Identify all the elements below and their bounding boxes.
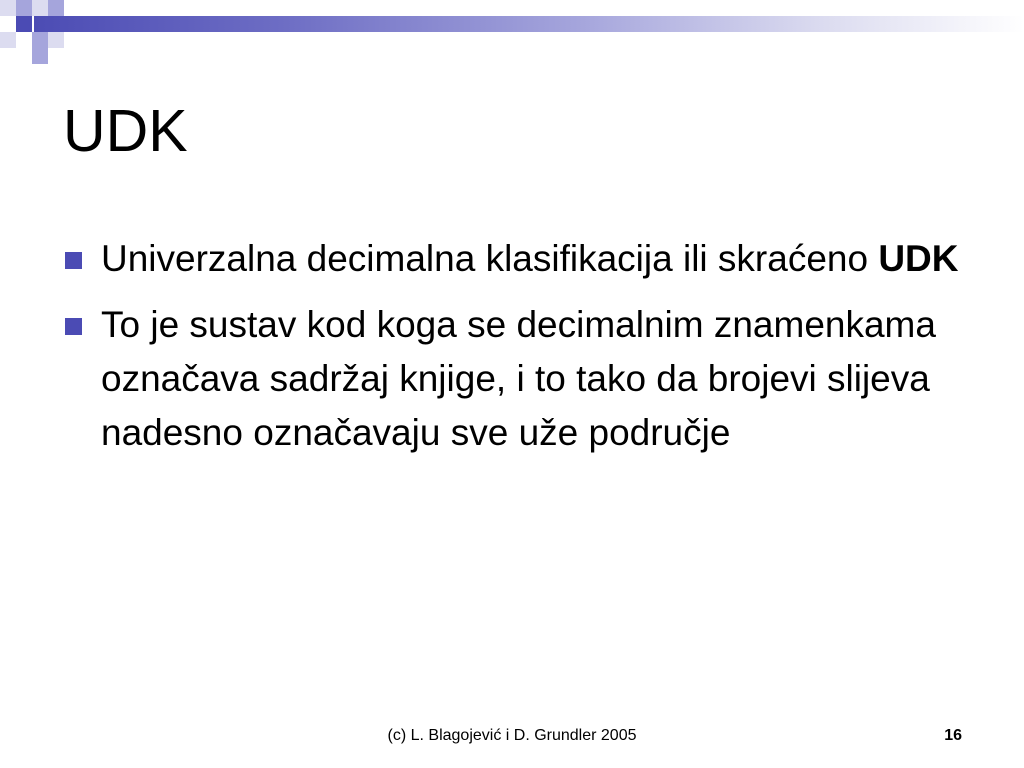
bullet-plain-text: Univerzalna decimalna klasifikacija ili skraćeno [101, 238, 879, 279]
bullet-text [101, 238, 959, 279]
square-bullet-icon [65, 318, 82, 335]
header-square [0, 0, 16, 16]
header-square [0, 32, 16, 48]
slide-title: UDK [63, 98, 188, 164]
bullet-item [63, 232, 983, 286]
header-square [32, 0, 48, 16]
bullet-item [63, 298, 983, 460]
header-square [48, 0, 64, 16]
bullet-plain-text: To je sustav kod koga se decimalnim znamenkama označava sadržaj knjige, i to tako da brojevi slijeva nadesno označavaju sve uže područje [101, 304, 936, 453]
header-square [16, 0, 32, 16]
bullet-text [101, 304, 936, 453]
bullet-bold-text: UDK [878, 238, 959, 279]
bullet-list [63, 232, 983, 472]
header-square [16, 16, 32, 32]
header-square [48, 32, 64, 48]
footer-copyright: (c) L. Blagojević i D. Grundler 2005 [387, 727, 637, 744]
square-bullet-icon [65, 252, 82, 269]
header-square [32, 48, 48, 64]
header-gradient-bar [34, 16, 1024, 32]
page-number: 16 [944, 727, 962, 744]
header-square [32, 32, 48, 48]
